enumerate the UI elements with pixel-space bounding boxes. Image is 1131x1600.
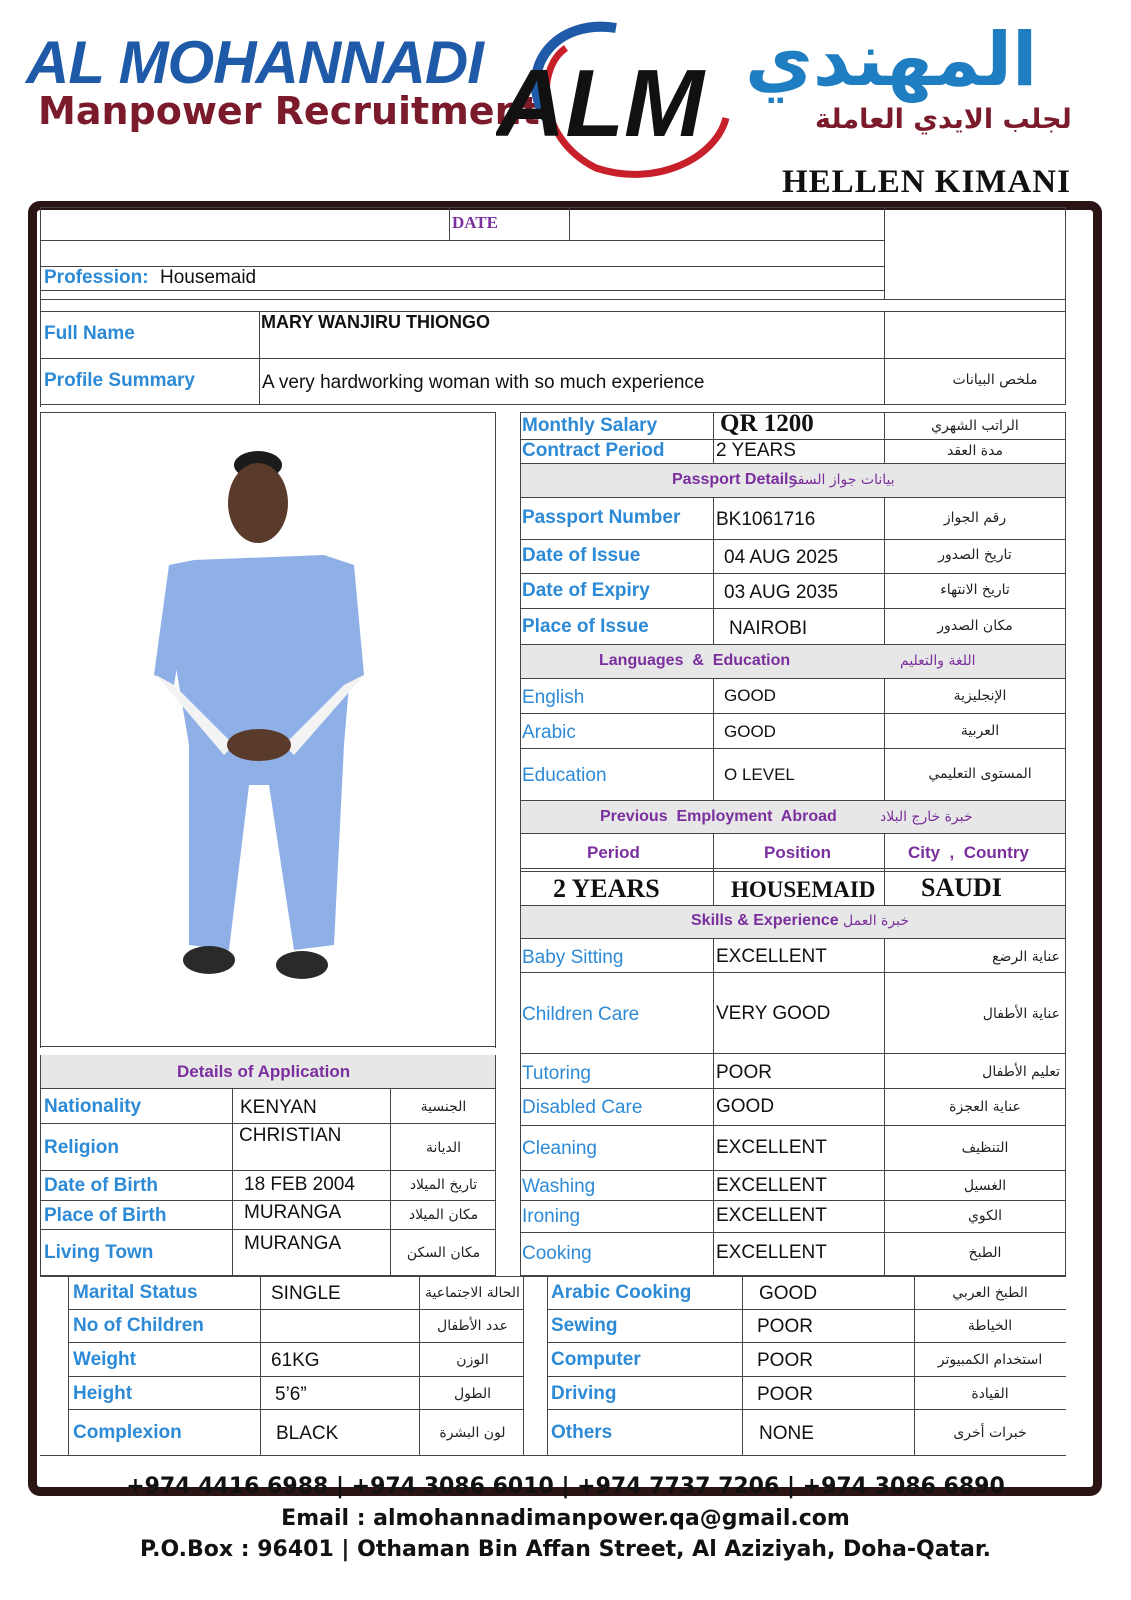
- date-of-expiry-value: 03 AUG 2035: [724, 582, 839, 603]
- english-label: English: [522, 687, 585, 708]
- skill-value-disabled-care: GOOD: [716, 1096, 775, 1117]
- place-of-issue-label: Place of Issue: [522, 616, 649, 637]
- footer-address: P.O.Box : 96401 | Othaman Bin Affan Street, Al Aziziyah, Doha-Qatar.: [140, 1537, 991, 1562]
- skill-ar-children-care: عناية الأطفال: [982, 1006, 1060, 1022]
- arabic-cooking-ar: الطبخ العربي: [952, 1285, 1028, 1301]
- complexion-value: BLACK: [276, 1423, 339, 1444]
- contract-period-label: Contract Period: [522, 440, 665, 461]
- arabic-ar: العربية: [960, 723, 1000, 739]
- date-of-birth-ar: تاريخ الميلاد: [409, 1177, 478, 1193]
- contract-period-value: 2 YEARS: [716, 440, 796, 461]
- profile-summary-value: A very hardworking woman with so much experience: [262, 372, 705, 393]
- place-of-birth-label: Place of Birth: [44, 1205, 167, 1226]
- skill-value-cleaning: EXCELLENT: [716, 1137, 827, 1158]
- others-label: Others: [551, 1422, 613, 1443]
- no-of-children-label: No of Children: [73, 1315, 204, 1336]
- skill-ar-disabled-care: عناية العجزة: [949, 1099, 1021, 1115]
- company-tagline-ar: لجلب الايدي العاملة: [815, 104, 1072, 135]
- logo-text: ALM: [496, 50, 704, 157]
- profile-summary-ar: ملخص البيانات: [952, 372, 1038, 388]
- passport-number-value: BK1061716: [716, 509, 816, 530]
- full-name-value: MARY WANJIRU THIONGO: [261, 312, 491, 332]
- date-of-issue-label: Date of Issue: [522, 545, 641, 566]
- profile-summary-label: Profile Summary: [44, 370, 195, 391]
- languages-section-ar: اللغة والتعليم: [900, 653, 976, 669]
- living-town-label: Living Town: [44, 1242, 154, 1263]
- no-of-children-ar: عدد الأطفال: [437, 1318, 508, 1334]
- employment-location-value: SAUDI: [921, 873, 1002, 902]
- english-value: GOOD: [724, 686, 776, 705]
- employment-position-header: Position: [764, 843, 832, 862]
- monthly-salary-ar: الراتب الشهري: [931, 418, 1019, 434]
- arabic-cooking-value: GOOD: [759, 1283, 818, 1304]
- weight-value: 61KG: [271, 1350, 320, 1371]
- contract-period-ar: مدة العقد: [947, 443, 1003, 459]
- skill-label-baby-sitting: Baby Sitting: [522, 947, 624, 968]
- skill-label-children-care: Children Care: [522, 1004, 640, 1025]
- employment-section-title: Previous Employment Abroad: [600, 808, 837, 825]
- skill-label-cleaning: Cleaning: [522, 1138, 597, 1159]
- profession-label: Profession:: [44, 267, 149, 288]
- education-value: O LEVEL: [724, 765, 795, 784]
- place-of-birth-value: MURANGA: [244, 1202, 342, 1223]
- date-of-birth-label: Date of Birth: [44, 1175, 158, 1196]
- employment-location-header: City , Country: [908, 843, 1029, 862]
- date-of-expiry-label: Date of Expiry: [522, 580, 650, 601]
- skill-value-baby-sitting: EXCELLENT: [716, 946, 827, 967]
- skill-label-tutoring: Tutoring: [522, 1063, 591, 1084]
- profession-value: Housemaid: [160, 267, 257, 288]
- employment-position-value: HOUSEMAID: [731, 877, 876, 902]
- employment-period-header: Period: [587, 843, 640, 862]
- driving-ar: القيادة: [971, 1386, 1009, 1402]
- height-ar: الطول: [453, 1386, 492, 1402]
- employment-section-ar: خبرة خارج البلاد: [880, 809, 973, 825]
- skill-label-ironing: Ironing: [522, 1206, 581, 1227]
- date-label: DATE: [452, 213, 498, 232]
- candidate-reference: HELLEN KIMANI: [782, 164, 1071, 200]
- monthly-salary-value: QR 1200: [720, 410, 814, 437]
- place-of-issue-value: NAIROBI: [729, 618, 808, 639]
- nationality-value: KENYAN: [240, 1097, 317, 1118]
- company-logo: [496, 18, 736, 183]
- date-of-birth-value: 18 FEB 2004: [244, 1174, 355, 1195]
- skill-label-washing: Washing: [522, 1176, 596, 1197]
- marital-status-label: Marital Status: [73, 1282, 198, 1303]
- passport-number-ar: رقم الجواز: [943, 510, 1007, 526]
- religion-ar: الديانة: [425, 1140, 462, 1156]
- footer-email: Email : almohannadimanpower.qa@gmail.com: [281, 1506, 850, 1531]
- driving-value: POOR: [757, 1384, 813, 1405]
- religion-value: CHRISTIAN: [239, 1125, 342, 1146]
- passport-section-title: Passport Details: [672, 471, 798, 488]
- skill-value-tutoring: POOR: [716, 1062, 772, 1083]
- date-of-issue-ar: تاريخ الصدور: [938, 547, 1012, 563]
- arabic-value: GOOD: [724, 722, 776, 741]
- skill-ar-washing: الغسيل: [963, 1178, 1007, 1194]
- date-of-issue-value: 04 AUG 2025: [724, 547, 839, 568]
- computer-label: Computer: [551, 1349, 641, 1370]
- nationality-label: Nationality: [44, 1096, 142, 1117]
- passport-section-ar: بيانات جواز السفر: [790, 472, 895, 488]
- company-tagline-en: Manpower Recruitment: [38, 89, 540, 133]
- computer-value: POOR: [757, 1350, 813, 1371]
- religion-label: Religion: [44, 1137, 119, 1158]
- monthly-salary-label: Monthly Salary: [522, 415, 658, 436]
- skill-value-cooking: EXCELLENT: [716, 1242, 827, 1263]
- marital-status-value: SINGLE: [271, 1283, 341, 1304]
- living-town-ar: مكان السكن: [406, 1245, 481, 1261]
- arabic-cooking-label: Arabic Cooking: [551, 1282, 692, 1303]
- weight-label: Weight: [73, 1349, 136, 1370]
- date-of-expiry-ar: تاريخ الانتهاء: [940, 582, 1010, 598]
- english-ar: الإنجليزية: [953, 688, 1007, 704]
- skills-section-title: Skills & Experience: [691, 912, 839, 929]
- skill-value-children-care: VERY GOOD: [716, 1003, 831, 1024]
- complexion-ar: لون البشرة: [439, 1425, 506, 1441]
- education-ar: المستوى التعليمي: [928, 766, 1032, 782]
- others-ar: خبرات أخرى: [953, 1425, 1027, 1441]
- company-name-en: AL MOHANNADI: [26, 29, 483, 96]
- education-label: Education: [522, 765, 607, 786]
- marital-status-ar: الحالة الاجتماعية: [425, 1285, 520, 1301]
- company-name-ar: المهندي: [745, 17, 1038, 103]
- candidate-photo: [44, 425, 492, 1040]
- arabic-label: Arabic: [522, 722, 576, 743]
- height-value: 5’6”: [275, 1384, 307, 1405]
- skills-section-ar: خبرة العمل: [843, 913, 909, 929]
- living-town-value: MURANGA: [244, 1233, 342, 1254]
- complexion-label: Complexion: [73, 1422, 182, 1443]
- skill-ar-cooking: الطبخ: [968, 1245, 1002, 1261]
- skill-ar-baby-sitting: عناية الرضع: [992, 949, 1060, 965]
- employment-period-value: 2 YEARS: [553, 874, 660, 903]
- full-name-label: Full Name: [44, 323, 135, 344]
- skill-value-washing: EXCELLENT: [716, 1175, 827, 1196]
- computer-ar: استخدام الكمبيوتر: [937, 1352, 1043, 1368]
- skill-label-cooking: Cooking: [522, 1243, 592, 1264]
- passport-number-label: Passport Number: [522, 507, 681, 528]
- sewing-label: Sewing: [551, 1315, 618, 1336]
- skill-ar-cleaning: التنظيف: [961, 1140, 1009, 1156]
- height-label: Height: [73, 1383, 133, 1404]
- languages-section-title: Languages & Education: [599, 652, 791, 669]
- sewing-ar: الخياطة: [967, 1318, 1013, 1334]
- nationality-ar: الجنسية: [420, 1099, 467, 1115]
- others-value: NONE: [759, 1423, 814, 1444]
- skill-ar-ironing: الكوي: [967, 1208, 1003, 1224]
- place-of-birth-ar: مكان الميلاد: [408, 1207, 479, 1223]
- driving-label: Driving: [551, 1383, 617, 1404]
- skill-label-disabled-care: Disabled Care: [522, 1097, 643, 1118]
- weight-ar: الوزن: [456, 1352, 489, 1368]
- footer-phones: +974 4416 6988 | +974 3086 6010 | +974 7737 7206 | +974 3086 6890: [126, 1474, 1005, 1499]
- application-section-title: Details of Application: [177, 1062, 351, 1081]
- skill-value-ironing: EXCELLENT: [716, 1205, 827, 1226]
- sewing-value: POOR: [757, 1316, 813, 1337]
- skill-ar-tutoring: تعليم الأطفال: [982, 1064, 1060, 1080]
- place-of-issue-ar: مكان الصدور: [937, 618, 1013, 634]
